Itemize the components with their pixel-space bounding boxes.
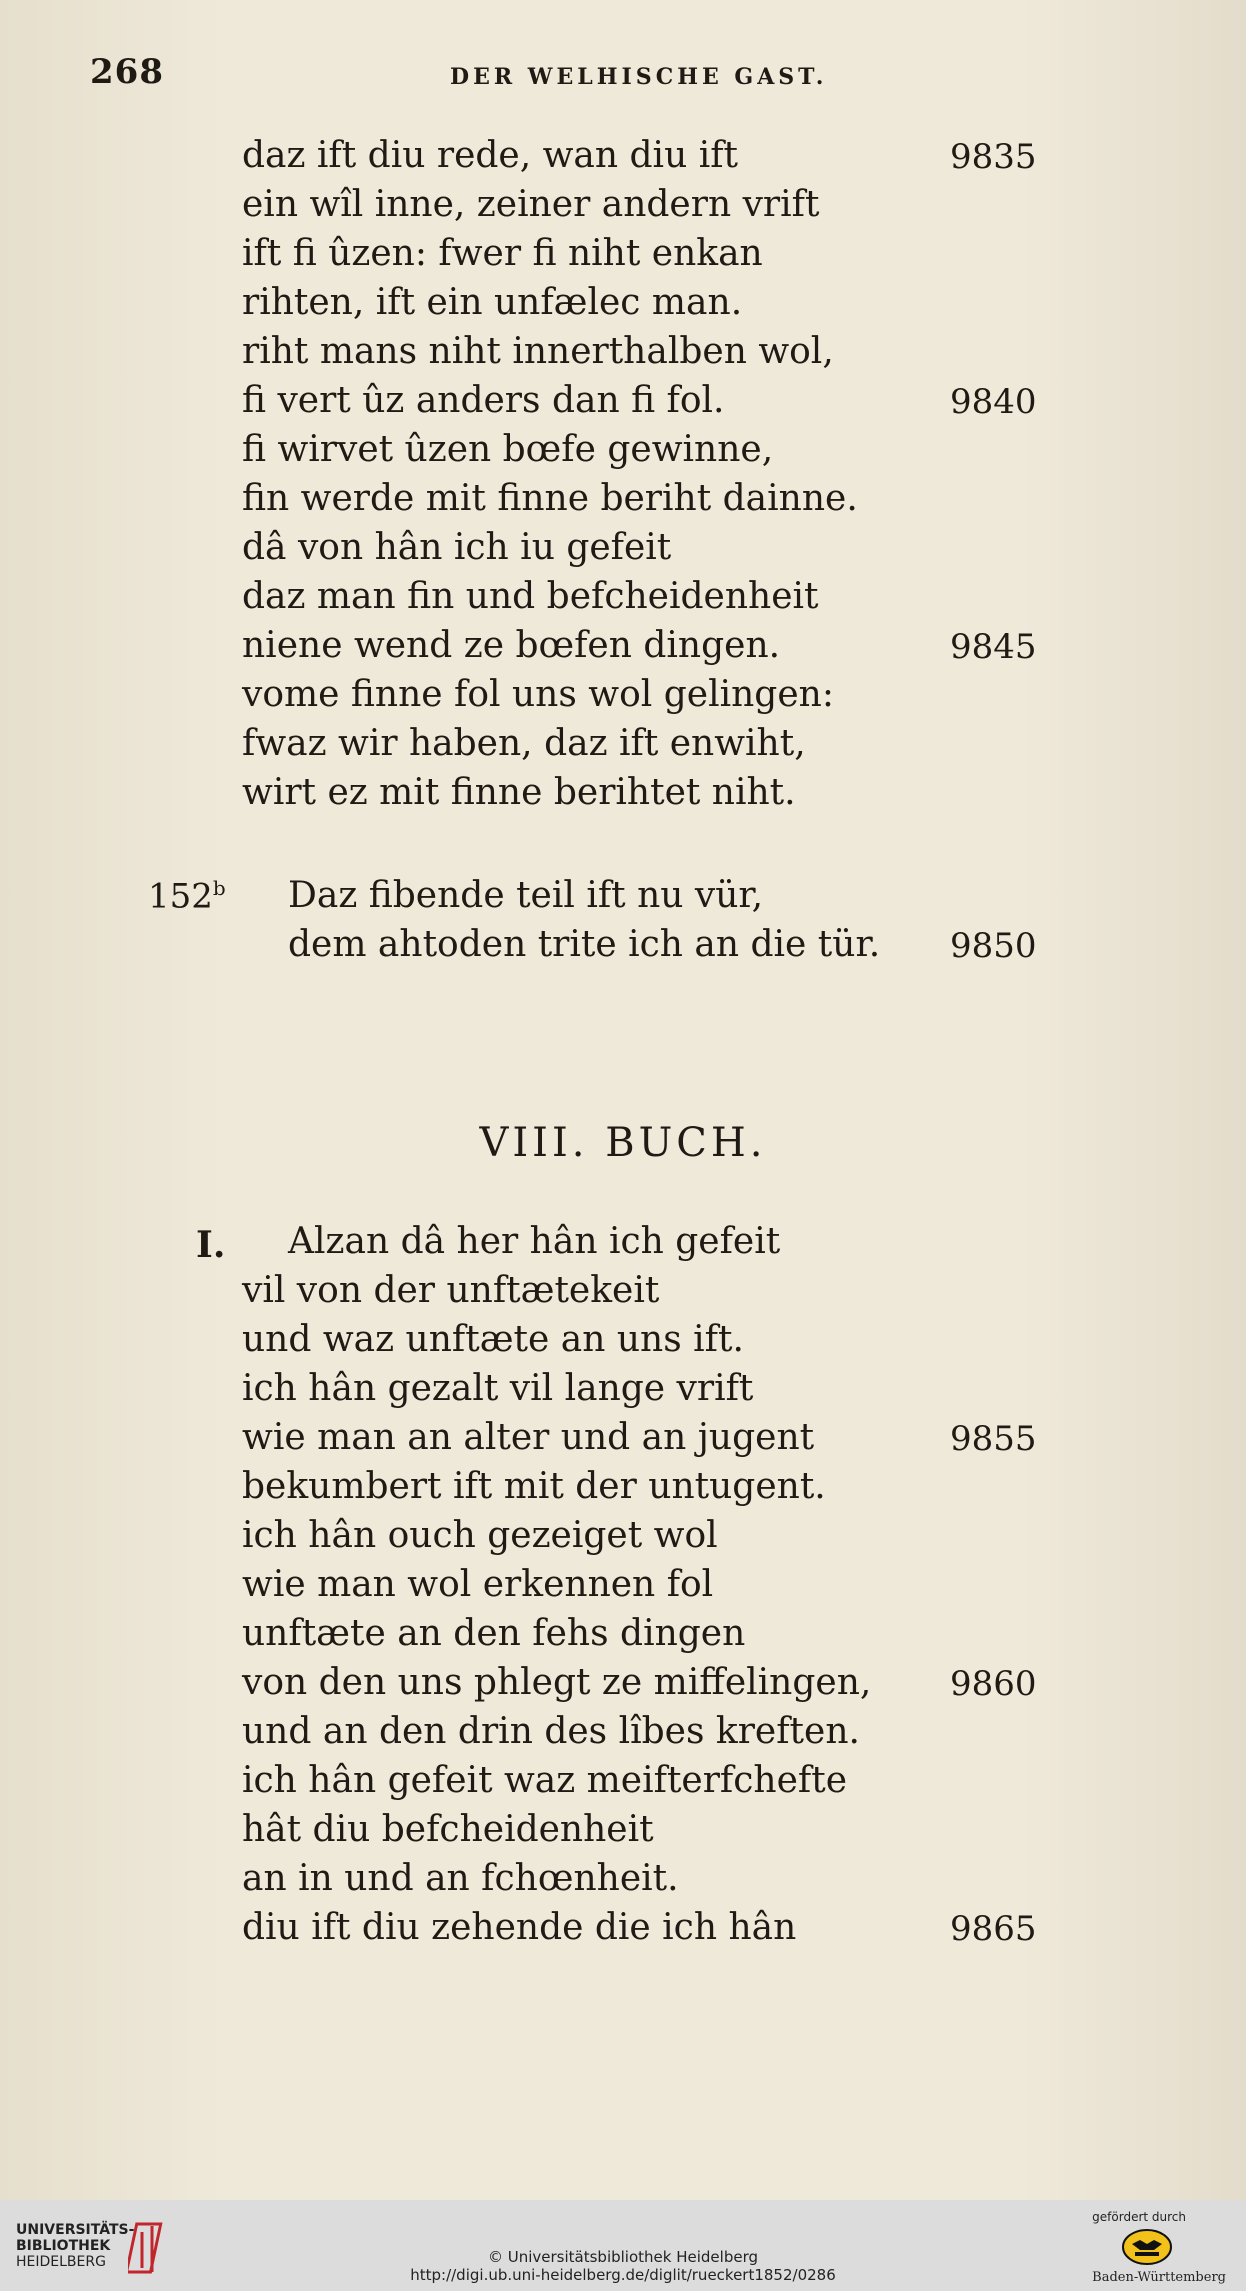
verse-line: dâ von hân ich iu gefeit [242,527,672,568]
folio-label: 152 [148,876,213,917]
verse-line: riht mans niht innerthalben wol, [242,331,834,372]
verse-line: diu ift diu zehende die ich hân [242,1907,797,1948]
verse-line: Alzan dâ her hân ich gefeit [288,1221,781,1262]
verse-line: fin werde mit finne beriht dainne. [242,478,858,519]
verse-line: daz man fin und befcheidenheit [242,576,819,617]
section-mark: I. [196,1224,226,1266]
sponsor-name: Baden-Württemberg [1092,2270,1226,2285]
line-number: 9840 [950,382,1037,422]
verse-line: bekumbert ift mit der untugent. [242,1466,826,1507]
verse-line: fwaz wir haben, daz ift enwiht, [242,723,806,764]
verse-line: ich hân gefeit waz meifterfchefte [242,1760,848,1801]
library-line3: HEIDELBERG [16,2254,106,2270]
permalink-url[interactable]: http://digi.ub.uni-heidelberg.de/diglit/rueckert1852/0286 [410,2266,836,2284]
verse-line: vil von der unftætekeit [242,1270,660,1311]
footer-bar [0,2200,1246,2291]
verse-line: Daz fibende teil ift nu vür, [288,875,764,916]
verse-line: und waz unftæte an uns ift. [242,1319,744,1360]
verse-line: von den uns phlegt ze miffelingen, [242,1662,872,1703]
sponsor-label: gefördert durch [1092,2210,1186,2224]
verse-line: fi wirvet ûzen bœfe gewinne, [242,429,774,470]
verse-line: wie man an alter und an jugent [242,1417,815,1458]
verse-line: ich hân ouch gezeiget wol [242,1515,718,1556]
verse-line: dem ahtoden trite ich an die tür. [288,924,881,965]
verse-line: an in und an fchœnheit. [242,1858,679,1899]
coat-of-arms-icon[interactable] [1120,2228,1174,2266]
library-line2: BIBLIOTHEK [16,2238,111,2254]
verse-line: und an den drin des lîbes kreften. [242,1711,860,1752]
verse-line: daz ift diu rede, wan diu ift [242,135,739,176]
folio-sup: b [212,876,226,900]
line-number: 9835 [950,137,1037,177]
running-title: DER WELHISCHE GAST. [450,64,828,90]
copyright-text: © Universitätsbibliothek Heidelberg [487,2248,758,2266]
line-number: 9855 [950,1419,1037,1459]
verse-line: fi vert ûz anders dan fi fol. [242,380,725,421]
book-heading: VIII. BUCH. [479,1120,767,1166]
verse-line: vome finne fol uns wol gelingen: [242,674,834,715]
line-number: 9860 [950,1664,1037,1704]
verse-line: unftæte an den fehs dingen [242,1613,746,1654]
line-number: 9850 [950,926,1037,966]
verse-line: wie man wol erkennen fol [242,1564,714,1605]
verse-line: ein wîl inne, zeiner andern vrift [242,184,820,225]
line-number: 9845 [950,627,1037,667]
verse-line: wirt ez mit finne berihtet niht. [242,772,796,813]
verse-line: niene wend ze bœfen dingen. [242,625,781,666]
verse-line: ich hân gezalt vil lange vrift [242,1368,754,1409]
folio-sidenote [148,876,226,917]
copyright-block [0,2248,1246,2284]
verse-line: rihten, ift ein unfælec man. [242,282,743,323]
library-line1: UNIVERSITÄTS- [16,2222,135,2238]
page-number: 268 [90,52,164,92]
verse-line: hât diu befcheidenheit [242,1809,654,1850]
line-number: 9865 [950,1909,1037,1949]
verse-line: ift fi ûzen: fwer fi niht enkan [242,233,763,274]
